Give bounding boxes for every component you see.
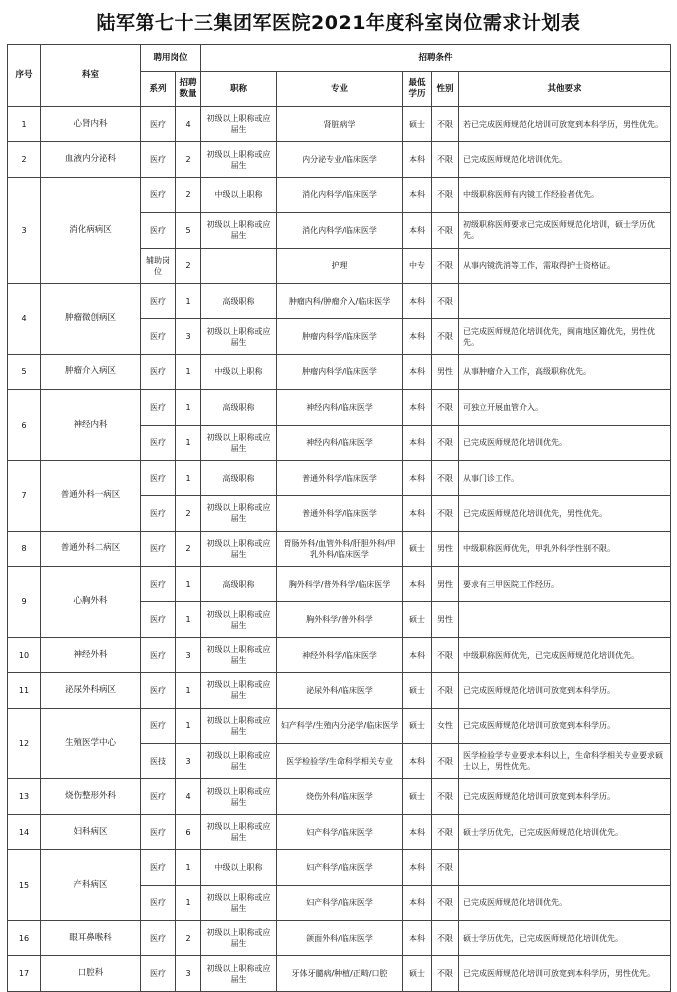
cell-other-requirements: 已完成医师规范化培训可放宽到本科学历。 [459,779,671,814]
cell-edu: 硕士 [403,956,432,991]
cell-other-requirements: 硕士学历优先，已完成医师规范化培训优先。 [459,814,671,849]
cell-other-requirements: 已完成医师规范化培训优先。 [459,142,671,177]
cell-gender: 不限 [432,850,459,885]
cell-major: 普通外科学/临床医学 [277,496,403,531]
cell-major: 妇产科学/临床医学 [277,885,403,920]
cell-other-requirements: 已完成医师规范化培训可放宽到本科学历。 [459,673,671,708]
header-rank: 职称 [201,72,277,107]
cell-dept: 消化病病区 [41,177,141,283]
cell-series: 医疗 [141,460,176,495]
cell-rank: 初级以上职称或应届生 [201,779,277,814]
cell-gender: 不限 [432,885,459,920]
cell-seq: 12 [8,708,41,779]
cell-seq: 7 [8,460,41,531]
cell-rank: 初级以上职称或应届生 [201,708,277,743]
cell-gender: 男性 [432,567,459,602]
cell-count: 1 [176,390,201,425]
cell-series: 医疗 [141,673,176,708]
cell-count: 3 [176,956,201,991]
cell-edu: 本科 [403,744,432,779]
page-title: 陆军第七十三集团军医院2021年度科室岗位需求计划表 [96,12,581,34]
cell-dept: 产科病区 [41,850,141,921]
cell-edu: 本科 [403,814,432,849]
header-other: 其他要求 [459,72,671,107]
cell-count: 1 [176,850,201,885]
cell-series: 医疗 [141,177,176,212]
cell-major: 内分泌专业/临床医学 [277,142,403,177]
cell-dept: 生殖医学中心 [41,708,141,779]
cell-major: 消化内科学/临床医学 [277,213,403,248]
cell-gender: 男性 [432,602,459,637]
cell-series: 医疗 [141,708,176,743]
cell-seq: 9 [8,567,41,638]
cell-seq: 3 [8,177,41,283]
cell-major: 颌面外科/临床医学 [277,920,403,955]
cell-rank: 高级职称 [201,390,277,425]
cell-seq: 6 [8,390,41,461]
cell-other-requirements: 若已完成医师规范化培训可放宽到本科学历，男性优先。 [459,107,671,142]
cell-edu: 本科 [403,177,432,212]
cell-seq: 8 [8,531,41,566]
table-row [8,637,671,672]
cell-gender: 不限 [432,319,459,354]
header-condition-group: 招聘条件 [201,45,671,72]
cell-major: 胸外科学/普外科学/临床医学 [277,567,403,602]
cell-gender: 不限 [432,213,459,248]
cell-series: 医疗 [141,779,176,814]
cell-count: 2 [176,177,201,212]
cell-dept: 神经内科 [41,390,141,461]
cell-gender: 不限 [432,496,459,531]
cell-dept: 眼耳鼻喉科 [41,920,141,955]
cell-other-requirements [459,602,671,637]
cell-major: 医学检验学/生命科学相关专业 [277,744,403,779]
cell-dept: 烧伤整形外科 [41,779,141,814]
cell-count: 6 [176,814,201,849]
cell-series: 医疗 [141,920,176,955]
header-series: 系列 [141,72,176,107]
table-row [8,779,671,814]
cell-gender: 不限 [432,956,459,991]
header-edu: 最低学历 [403,72,432,107]
cell-dept: 普通外科一病区 [41,460,141,531]
table-row [8,460,671,495]
cell-dept: 口腔科 [41,956,141,991]
cell-count: 1 [176,602,201,637]
cell-series: 医疗 [141,283,176,318]
cell-major: 消化内科学/临床医学 [277,177,403,212]
cell-count: 2 [176,531,201,566]
cell-gender: 不限 [432,248,459,283]
cell-rank: 中级以上职称 [201,850,277,885]
header-row-1 [8,45,671,72]
cell-rank: 高级职称 [201,460,277,495]
cell-other-requirements: 已完成医师规范化培训优先，闽南地区籍优先，男性优先。 [459,319,671,354]
cell-gender: 不限 [432,673,459,708]
cell-major: 烧伤外科/临床医学 [277,779,403,814]
cell-gender: 不限 [432,390,459,425]
cell-count: 1 [176,460,201,495]
cell-count: 2 [176,248,201,283]
cell-gender: 男性 [432,354,459,389]
cell-series: 医疗 [141,567,176,602]
cell-gender: 不限 [432,283,459,318]
cell-edu: 硕士 [403,779,432,814]
cell-seq: 5 [8,354,41,389]
recruitment-table [7,44,671,992]
cell-seq: 14 [8,814,41,849]
cell-series: 医疗 [141,850,176,885]
cell-rank: 中级以上职称 [201,177,277,212]
cell-dept: 普通外科二病区 [41,531,141,566]
cell-rank: 初级以上职称或应届生 [201,673,277,708]
cell-other-requirements: 已完成医师规范化培训可放宽到本科学历，男性优先。 [459,956,671,991]
cell-rank: 初级以上职称或应届生 [201,142,277,177]
table-row [8,673,671,708]
cell-edu: 本科 [403,142,432,177]
cell-dept: 血液内分泌科 [41,142,141,177]
table-row [8,390,671,425]
header-gender: 性别 [432,72,459,107]
cell-major: 肿瘤内科学/临床医学 [277,354,403,389]
cell-rank: 初级以上职称或应届生 [201,602,277,637]
cell-gender: 男性 [432,531,459,566]
cell-series: 医疗 [141,425,176,460]
cell-series: 医疗 [141,885,176,920]
cell-gender: 不限 [432,779,459,814]
cell-rank: 初级以上职称或应届生 [201,885,277,920]
cell-seq: 17 [8,956,41,991]
cell-series: 医疗 [141,496,176,531]
cell-major: 神经外科学/临床医学 [277,637,403,672]
table-row [8,814,671,849]
cell-rank: 中级以上职称 [201,354,277,389]
header-post-group: 聘用岗位 [141,45,201,72]
cell-other-requirements: 从事门诊工作。 [459,460,671,495]
cell-rank: 初级以上职称或应届生 [201,814,277,849]
cell-rank: 初级以上职称或应届生 [201,920,277,955]
cell-other-requirements: 从事内镜洗消等工作，需取得护士资格证。 [459,248,671,283]
table-row [8,850,671,885]
cell-major: 妇产科学/临床医学 [277,850,403,885]
cell-rank [201,248,277,283]
cell-other-requirements: 已完成医师规范化培训优先。 [459,885,671,920]
table-row [8,354,671,389]
cell-major: 泌尿外科/临床医学 [277,673,403,708]
cell-other-requirements: 初级职称医师要求已完成医师规范化培训，硕士学历优先。 [459,213,671,248]
cell-count: 4 [176,779,201,814]
cell-major: 胃肠外科/血管外科/肝胆外科/甲乳外科/临床医学 [277,531,403,566]
cell-edu: 本科 [403,460,432,495]
cell-count: 1 [176,425,201,460]
cell-edu: 硕士 [403,531,432,566]
cell-series: 医疗 [141,602,176,637]
cell-edu: 硕士 [403,107,432,142]
cell-dept: 肿瘤介入病区 [41,354,141,389]
cell-count: 1 [176,885,201,920]
table-row [8,920,671,955]
cell-major: 牙体牙髓病/种植/正畸/口腔 [277,956,403,991]
cell-series: 医疗 [141,319,176,354]
cell-gender: 不限 [432,920,459,955]
cell-count: 1 [176,567,201,602]
cell-series: 医疗 [141,531,176,566]
cell-edu: 本科 [403,496,432,531]
cell-dept: 泌尿外科病区 [41,673,141,708]
cell-edu: 本科 [403,319,432,354]
cell-rank: 初级以上职称或应届生 [201,213,277,248]
table-row [8,107,671,142]
cell-count: 3 [176,744,201,779]
cell-gender: 不限 [432,814,459,849]
cell-rank: 初级以上职称或应届生 [201,425,277,460]
cell-other-requirements [459,850,671,885]
cell-gender: 不限 [432,142,459,177]
cell-count: 2 [176,920,201,955]
cell-other-requirements: 从事肿瘤介入工作，高级职称优先。 [459,354,671,389]
cell-dept: 肿瘤微创病区 [41,283,141,354]
table-row [8,567,671,602]
cell-edu: 本科 [403,637,432,672]
cell-major: 胸外科学/普外科学 [277,602,403,637]
cell-gender: 不限 [432,107,459,142]
cell-edu: 本科 [403,213,432,248]
cell-count: 4 [176,107,201,142]
cell-edu: 本科 [403,567,432,602]
cell-count: 5 [176,213,201,248]
cell-count: 3 [176,319,201,354]
cell-count: 3 [176,637,201,672]
cell-rank: 初级以上职称或应届生 [201,531,277,566]
cell-series: 医疗 [141,213,176,248]
cell-count: 2 [176,496,201,531]
cell-count: 1 [176,354,201,389]
cell-seq: 1 [8,107,41,142]
cell-count: 1 [176,673,201,708]
cell-edu: 本科 [403,390,432,425]
header-count: 招聘数量 [176,72,201,107]
cell-rank: 初级以上职称或应届生 [201,956,277,991]
cell-seq: 13 [8,779,41,814]
cell-gender: 不限 [432,425,459,460]
cell-major: 神经内科/临床医学 [277,425,403,460]
cell-edu: 硕士 [403,673,432,708]
cell-series: 医疗 [141,107,176,142]
cell-rank: 初级以上职称或应届生 [201,107,277,142]
cell-edu: 硕士 [403,708,432,743]
cell-other-requirements: 要求有三甲医院工作经历。 [459,567,671,602]
cell-other-requirements [459,283,671,318]
cell-other-requirements: 已完成医师规范化培训优先，男性优先。 [459,496,671,531]
cell-other-requirements: 已完成医师规范化培训可放宽到本科学历。 [459,708,671,743]
cell-count: 1 [176,283,201,318]
cell-major: 肿瘤内科/肿瘤介入/临床医学 [277,283,403,318]
cell-major: 普通外科学/临床医学 [277,460,403,495]
cell-edu: 本科 [403,885,432,920]
cell-gender: 不限 [432,744,459,779]
cell-dept: 神经外科 [41,637,141,672]
header-seq: 序号 [8,45,41,107]
cell-edu: 本科 [403,283,432,318]
cell-rank: 高级职称 [201,567,277,602]
table-row [8,531,671,566]
cell-gender: 不限 [432,460,459,495]
table-row [8,956,671,991]
cell-series: 医疗 [141,956,176,991]
cell-other-requirements: 中级职称医师有内镜工作经验者优先。 [459,177,671,212]
cell-seq: 4 [8,283,41,354]
cell-edu: 中专 [403,248,432,283]
table-row [8,142,671,177]
cell-major: 妇产科学/临床医学 [277,814,403,849]
cell-seq: 11 [8,673,41,708]
cell-other-requirements: 已完成医师规范化培训优先。 [459,425,671,460]
cell-major: 肾脏病学 [277,107,403,142]
cell-major: 肿瘤内科学/临床医学 [277,319,403,354]
cell-other-requirements: 硕士学历优先，已完成医师规范化培训优先。 [459,920,671,955]
cell-gender: 不限 [432,637,459,672]
cell-seq: 10 [8,637,41,672]
cell-edu: 硕士 [403,602,432,637]
cell-edu: 本科 [403,920,432,955]
cell-major: 妇产科学/生殖内分泌学/临床医学 [277,708,403,743]
cell-dept: 心胸外科 [41,567,141,638]
cell-series: 医疗 [141,390,176,425]
cell-dept: 心肾内科 [41,107,141,142]
cell-other-requirements: 医学检验学专业要求本科以上，生命科学相关专业要求硕士以上，男性优先。 [459,744,671,779]
cell-rank: 初级以上职称或应届生 [201,744,277,779]
cell-rank: 初级以上职称或应届生 [201,496,277,531]
cell-major: 护理 [277,248,403,283]
cell-seq: 2 [8,142,41,177]
table-body [8,107,671,992]
cell-series: 辅助岗位 [141,248,176,283]
cell-other-requirements: 中级职称医师优先，已完成医师规范化培训优先。 [459,637,671,672]
cell-edu: 本科 [403,425,432,460]
cell-other-requirements: 可独立开展血管介入。 [459,390,671,425]
cell-edu: 本科 [403,850,432,885]
cell-series: 医疗 [141,637,176,672]
cell-seq: 15 [8,850,41,921]
cell-series: 医技 [141,744,176,779]
table-row [8,283,671,318]
cell-series: 医疗 [141,814,176,849]
cell-major: 神经内科/临床医学 [277,390,403,425]
cell-rank: 高级职称 [201,283,277,318]
cell-series: 医疗 [141,142,176,177]
header-dept: 科室 [41,45,141,107]
cell-count: 1 [176,708,201,743]
cell-rank: 初级以上职称或应届生 [201,319,277,354]
cell-series: 医疗 [141,354,176,389]
header-major: 专业 [277,72,403,107]
cell-count: 2 [176,142,201,177]
cell-gender: 不限 [432,177,459,212]
cell-other-requirements: 中级职称医师优先，甲乳外科学性别不限。 [459,531,671,566]
cell-seq: 16 [8,920,41,955]
cell-edu: 本科 [403,354,432,389]
table-row [8,177,671,212]
cell-gender: 女性 [432,708,459,743]
table-row [8,708,671,743]
cell-dept: 妇科病区 [41,814,141,849]
cell-rank: 初级以上职称或应届生 [201,637,277,672]
